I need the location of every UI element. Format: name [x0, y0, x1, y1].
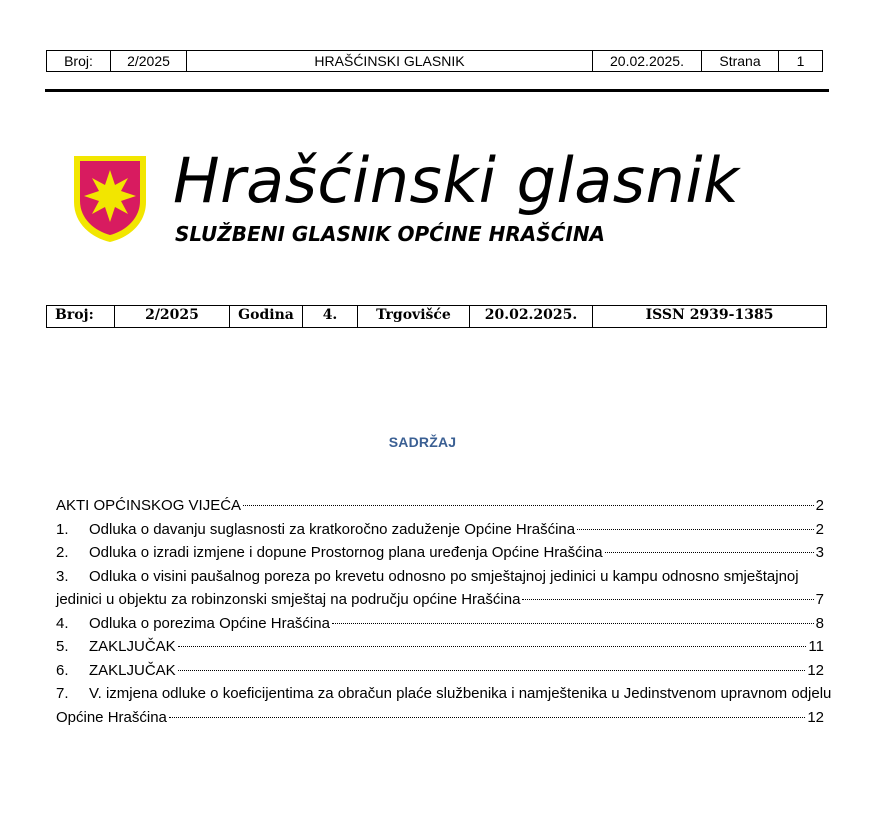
header-strana-value: 1: [779, 51, 823, 72]
toc-entry-page: 2: [815, 497, 824, 514]
toc-entry-page: 2: [815, 520, 824, 538]
toc-entry-text: ZAKLJUČAK: [89, 661, 176, 679]
toc-entry-continuation[interactable]: [56, 706, 824, 730]
toc-entry-page: 12: [807, 661, 824, 679]
toc-entry-text: Odluka o porezima Općine Hrašćina: [89, 614, 330, 632]
toc-entry-number: 3.: [56, 567, 69, 585]
toc-entry-text: AKTI OPĆINSKOG VIJEĆA: [56, 497, 242, 514]
toc-entry-number: 4.: [56, 614, 69, 632]
toc-entry[interactable]: [56, 565, 824, 589]
toc-entry-page: 8: [815, 614, 824, 632]
header-strana-label: Strana: [702, 51, 779, 72]
toc-entry-number: 5.: [56, 638, 69, 655]
contents-heading: SADRŽAJ: [388, 434, 457, 450]
toc-leader: [522, 598, 813, 600]
table-of-contents: [56, 494, 832, 729]
toc-leader: [178, 645, 807, 647]
issue-broj-value: 2/2025: [115, 306, 230, 328]
header-broj-value: 2/2025: [111, 51, 187, 72]
toc-entry[interactable]: [56, 659, 824, 683]
issue-date: 20.02.2025.: [470, 306, 593, 328]
issue-godina-label: Godina: [230, 306, 303, 328]
toc-entry-page: 7: [815, 591, 824, 608]
issue-broj-label: Broj:: [47, 306, 115, 328]
issue-info-table: [46, 305, 827, 328]
toc-entry-text: ZAKLJUČAK: [89, 638, 176, 655]
toc-entry[interactable]: [56, 518, 824, 542]
toc-leader: [178, 669, 806, 671]
header-rule: [45, 89, 829, 92]
toc-entry[interactable]: [56, 541, 824, 565]
toc-entry-text-cont: Općine Hrašćina: [56, 708, 167, 726]
toc-entry[interactable]: [56, 682, 832, 706]
toc-entry-page: 11: [808, 638, 824, 655]
issue-godina-value: 4.: [303, 306, 358, 328]
toc-leader: [577, 528, 814, 530]
toc-leader: [605, 551, 814, 553]
toc-entry-text: V. izmjena odluke o koeficijentima za obračun plaće službenika i namještenika u Jedinstvenom upravnom odjelu: [89, 685, 832, 702]
gazette-subtitle: SLUŽBENI GLASNIK OPĆINE HRAŠĆINA: [175, 222, 606, 246]
municipal-crest-icon: [72, 154, 148, 244]
toc-entry-page: 3: [815, 544, 824, 561]
toc-entry-text: Odluka o izradi izmjene i dopune Prostornog plana uređenja Općine Hrašćina: [89, 544, 603, 561]
toc-entry-number: 7.: [56, 685, 69, 702]
toc-entry-number: 6.: [56, 661, 69, 679]
running-header: [46, 50, 823, 72]
toc-entry-number: 1.: [56, 520, 69, 538]
toc-entry[interactable]: [56, 635, 824, 659]
toc-entry-continuation[interactable]: [56, 588, 824, 612]
toc-leader: [332, 622, 814, 624]
issue-issn: ISSN 2939-1385: [593, 306, 827, 328]
toc-entry-number: 2.: [56, 544, 69, 561]
toc-entry[interactable]: [56, 612, 824, 636]
toc-entry-text-cont: jedinici u objektu za robinzonski smještaj na području općine Hrašćina: [56, 591, 521, 608]
toc-entry[interactable]: [56, 494, 824, 518]
header-broj-label: Broj:: [47, 51, 111, 72]
header-date: 20.02.2025.: [593, 51, 702, 72]
header-title: HRAŠĆINSKI GLASNIK: [187, 51, 593, 72]
gazette-title: Hrašćinski glasnik: [173, 144, 740, 217]
toc-leader: [243, 504, 814, 506]
toc-leader: [169, 716, 805, 718]
toc-entry-text: Odluka o visini paušalnog poreza po krevetu odnosno po smještajnoj jedinici u kampu odnosno smještajnoj: [89, 567, 799, 585]
toc-entry-text: Odluka o davanju suglasnosti za kratkoročno zaduženje Općine Hrašćina: [89, 520, 576, 538]
toc-entry-page: 12: [807, 708, 824, 726]
issue-place: Trgovišće: [358, 306, 470, 328]
